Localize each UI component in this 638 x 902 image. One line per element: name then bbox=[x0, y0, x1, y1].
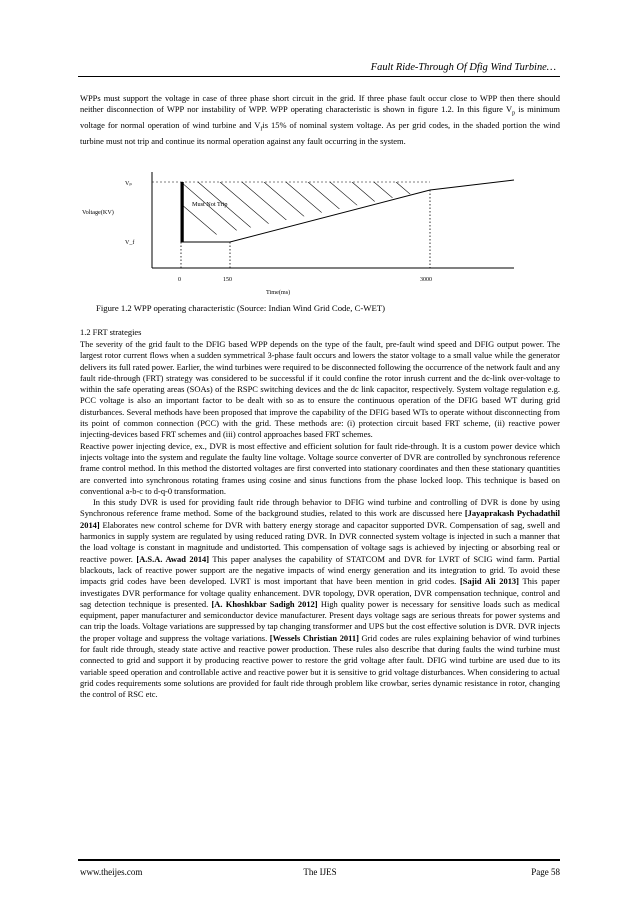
vp-label: Vₚ bbox=[125, 181, 132, 187]
footer-page-number: Page 58 bbox=[531, 867, 560, 877]
paragraph-reactive-power: Reactive power injecting device, ex., DVR is most effective and efficient solution for fault ride-through. It is a custom power device which injects voltage into the system and regulate the faulty line voltage. Voltage source converter of DVR are controlled by synchronous reference frame control method. In this method the distorted voltages are first converted into stationary coordinates and then these stationary quantities are converted into synchronous rotating frames using cosine and sinus functions from the phase locked loop. This technique is based on conventional a-b-c to d-q-0 transformation. bbox=[80, 440, 560, 496]
tick-150: 150 bbox=[223, 277, 232, 283]
running-header: Fault Ride-Through Of Dfig Wind Turbine… bbox=[370, 62, 556, 73]
citation-wessels: [Wessels Christian 2011] bbox=[269, 632, 359, 643]
main-text bbox=[80, 339, 560, 701]
tick-0: 0 bbox=[178, 277, 181, 283]
paragraph-study bbox=[80, 497, 560, 700]
footer-website: www.theijes.com bbox=[80, 867, 143, 877]
citation-awad: [A.S.A. Awad 2014] bbox=[136, 553, 210, 564]
x-axis-label: Time(ms) bbox=[266, 289, 291, 296]
figure-wpp-characteristic bbox=[80, 164, 560, 296]
vf-label: V_f bbox=[125, 240, 135, 246]
figure-caption: Figure 1.2 WPP operating characteristic (Source: Indian Wind Grid Code, C-WET) bbox=[96, 303, 385, 313]
citation-khoshkbar: [A. Khoshkbar Sadigh 2012] bbox=[211, 598, 318, 609]
intro-text-3: is 15% of nominal system voltage. As per grid codes, in the shaded portion the wind turbine must not trip and continue its normal operation against any fault occurring in the system. bbox=[80, 120, 560, 147]
intro-paragraph bbox=[80, 93, 560, 148]
citation-pychadathil: [Jayaprakash Pychadathil 2014] bbox=[80, 508, 560, 530]
footer-rule bbox=[78, 859, 560, 861]
subscript-p: p bbox=[512, 110, 516, 117]
intro-text-1: WPPs must support the voltage in case of three phase short circuit in the grid. If three phase fault occur close to WPP then there should neither disconnection of WPP nor instability of WPP. WPP operating characteristic is shown in figure 1.2. In this figure V bbox=[80, 93, 560, 115]
y-axis-label: Voltage(KV) bbox=[82, 209, 114, 216]
study-text-3: This paper analyses the capability of STATCOM and DVR for LVRT of SCIG wind farm. Partial blackouts, lack of reactive power support are the negative impacts of wind energy generation and its integration to grid. To avoid these impacts grid codes have been developed. LVRT is most important that have been mention in grid codes. bbox=[80, 553, 560, 587]
header-rule bbox=[78, 76, 560, 77]
tick-3000: 3000 bbox=[420, 277, 432, 283]
wpp-characteristic-diagram bbox=[80, 164, 560, 296]
study-text-6: Grid codes are rules explaining behavior of wind turbines for fault ride through, steady state active and reactive power production. These rules also describe that during faults the wind turbine must connected to grid and support it by producing reactive power to restore the grid voltage after fault. DFIG wind turbine are used due to its variable speed operation and controllable active and reactive power but it is sensitive to grid voltage disturbances. When considering to actual grid codes requirements some solutions are provided for fault ride through problem like crowbar, series dynamic resistance in rotor, changing the control of RSC etc. bbox=[80, 632, 560, 700]
study-text-5: High quality power is necessary for sensitive loads such as medical equipment, paper manufacturer and semiconductor device manufacturer. Present days voltage sags are serious threats for power systems and can trip the loads. Voltage variations are suppressed by tap changing transformer and UPS but the cost effective solution is DVR. DVR injects the proper voltage and suppress the voltage variations. bbox=[80, 598, 560, 643]
operating-characteristic-line bbox=[181, 180, 514, 242]
must-not-trip-label: Must Not Trip bbox=[192, 201, 228, 208]
subscript-f: f bbox=[260, 126, 263, 133]
paragraph-frt-severity: The severity of the grid fault to the DFIG based WPP depends on the type of the fault, pre-fault wind speed and DFIG output power. The largest rotor current flows when a sudden symmetrical 3-phase fault occurs and lowers the stator voltage to a small value while the generator delivers its full rated power. Earlier, the wind turbines were required to be disconnected following the occurrence of the network fault and any fault ride-through (FRT) strategy was considered to be successful if it could confine the rotor inrush current and the dc-link over-voltage to within the safe operating areas (SOAs) of the RSPC switching devices and the dc link capacitor, respectively. System voltage regulation e.g. PCC voltage is also an important factor to be dealt with so as to ensure the continuous operation of the DFIG based WT during grid disturbances. Several methods have been proposed that improve the capability of the DFIG based WTs to operate without disconnecting from its point of common connection (PCC) with the grid. These methods are: (i) protection circuit based FRT scheme, (ii) reactive power injecting-devices based FRT schemes and (iii) control approaches based FRT schemes. bbox=[80, 339, 560, 440]
citation-sajid-ali: [Sajid Ali 2013] bbox=[459, 576, 519, 587]
study-text-1: In this study DVR is used for providing fault ride through behavior to DFIG wind turbine and controlling of DVR is done by using Synchronous reference frame method. Some of the background studies, related to this work are discussed here bbox=[80, 497, 560, 519]
section-heading: 1.2 FRT strategies bbox=[80, 327, 142, 337]
study-text-4: This paper investigates DVR performance for voltage quality enhancement. DVR topology, DVR operation, DVR compensation technique, control and sag detection technique is presented. bbox=[80, 576, 560, 609]
footer-journal: The IJES bbox=[303, 867, 337, 877]
intro-text-2: is minimum voltage for normal operation of wind turbine and V bbox=[80, 104, 560, 131]
study-text-2: Elaborates new control scheme for DVR with battery energy storage and capacitor supported DVR. Compensation of sag, swell and harmonics in supply system are regulated by using reduced rating DVR. In DVR connected system voltage is injected in such a manner that the load voltage is constant in magnitude and undistorted. This compensation of voltage sags is achieved by injecting or absorbing real or reactive power. bbox=[80, 519, 560, 564]
